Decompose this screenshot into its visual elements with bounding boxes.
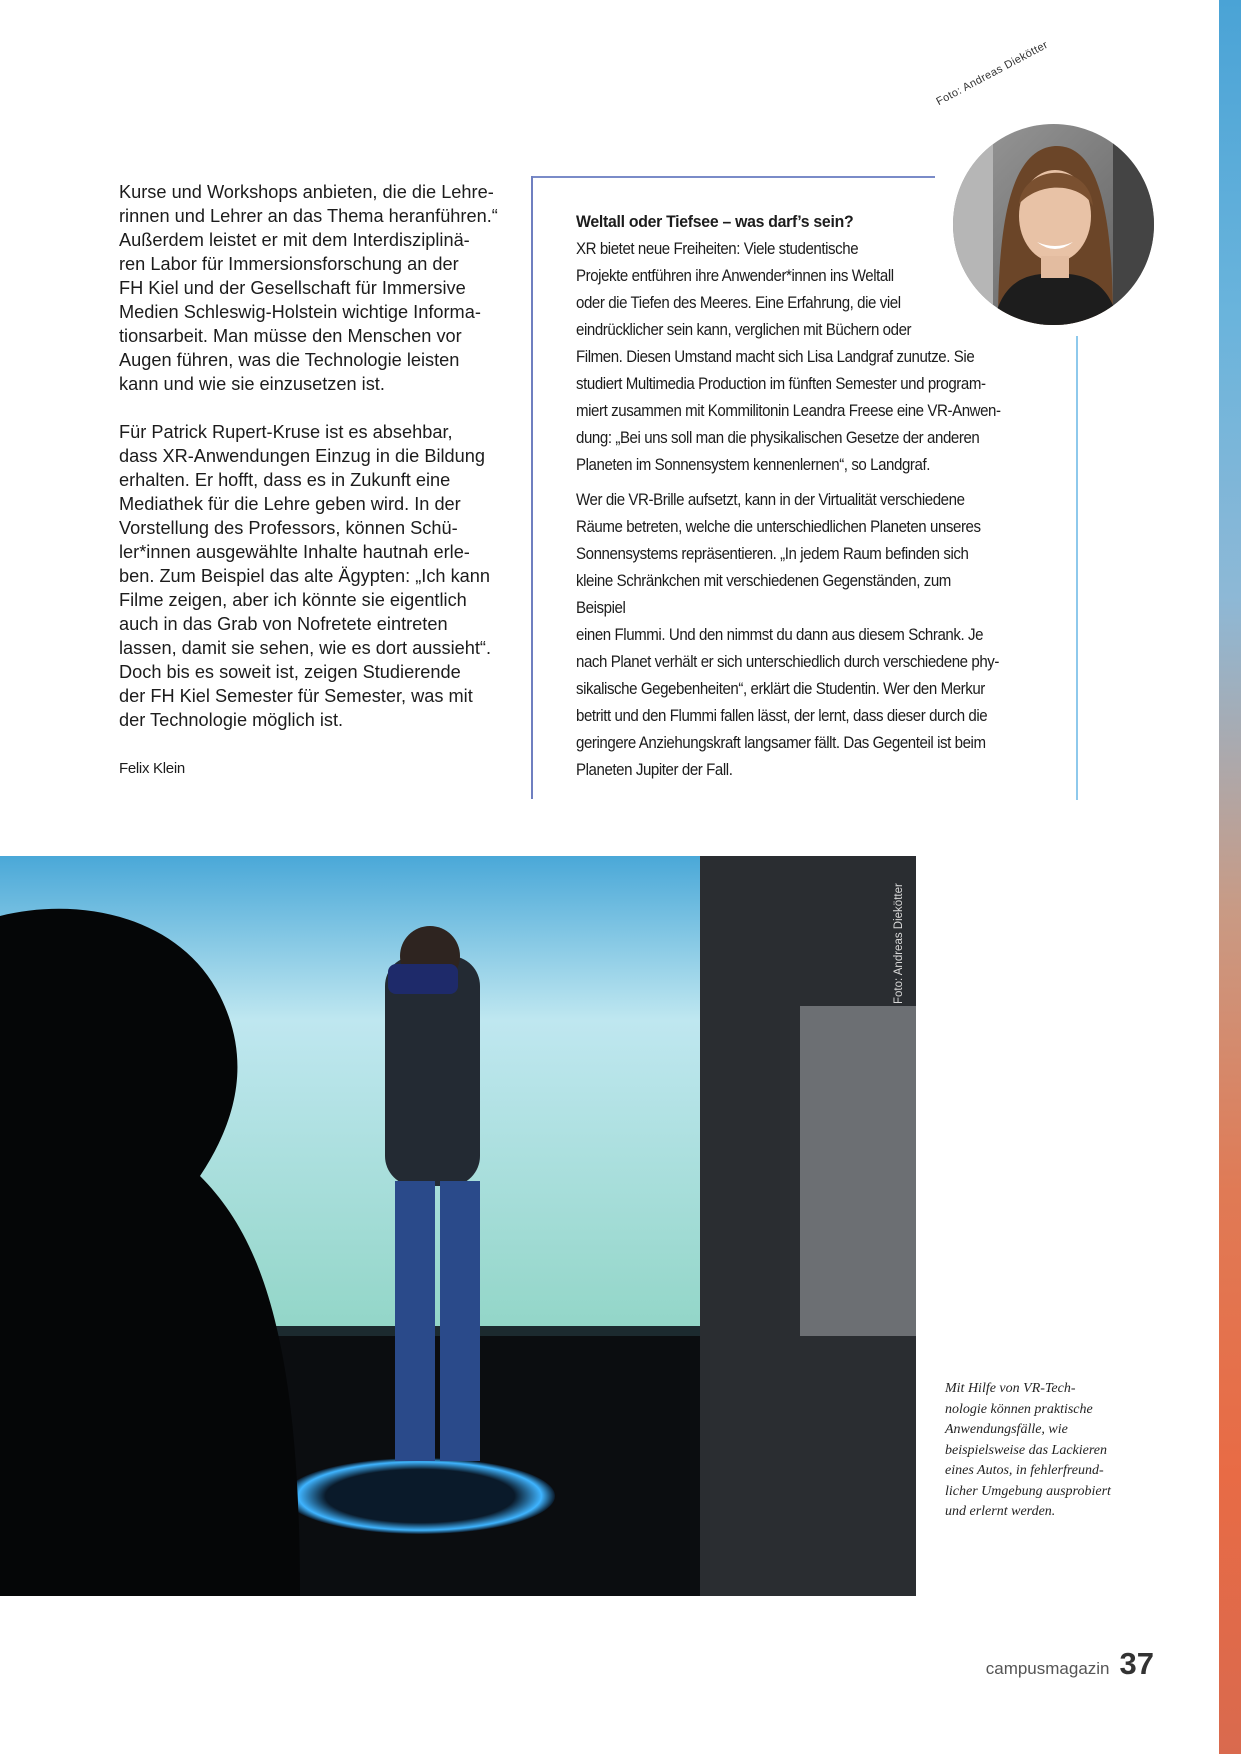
sidebar-box-text	[576, 210, 1004, 784]
photo-caption: Mit Hilfe von VR-Tech- nologie können praktische Anwendungsfälle, wie beispielsweise das Lackieren eines Autos, in fehlerfreund- licher Umgebung ausprobiert und erlernt werden.	[945, 1381, 1111, 1519]
page-number: 37	[1119, 1646, 1154, 1681]
author-name: Felix Klein	[119, 760, 185, 777]
left-paragraph-2: Für Patrick Rupert-Kruse ist es absehbar, dass XR-Anwendungen Einzug in die Bildung erhalten. Er hofft, dass es in Zukunft eine Mediathek für die Lehre geben wird. In der Vorstellung des Professors, können Schü- ler*innen ausgewählte Inhalte hautnah erle- ben. Zum Beispiel das alte Ägypten: „Ich kann Filme zeigen, aber ich könnte sie eigentlich auch in das Grab von Nofretete eintreten lassen, damit sie sehen, wie es dort aussieht“. Doch bis es soweit ist, zeigen Studierende der FH Kiel Semester für Semester, was mit der Technologie möglich ist.	[119, 422, 492, 730]
portrait-credit: Foto: Andreas Diekötter	[934, 38, 1051, 108]
photo-credit	[893, 864, 913, 1004]
portrait-photo	[953, 124, 1154, 325]
sidebar-paragraph-2: Wer die VR-Brille aufsetzt, kann in der Virtualität verschiedene Räume betreten, welche die unterschiedlichen Planeten unseres Sonnensystems repräsentieren. „In jedem Raum befinden sich kleine Schränkchen mit verschiedenen Gegenständen, zum Beispiel einen Flummi. Und den nimmst du dann aus diesem Schrank. Je nach Planet verhält er sich unterschiedlich durch verschiedene phy- sikalische Gegebenheiten“, erklärt die Studentin. Wer den Merkur betritt und den Flummi fallen lässt, der lernt, dass dieser durch die geringere Anziehungskraft langsamer fällt. Das Gegenteil ist beim Planeten Jupiter der Fall.	[576, 491, 1000, 779]
magazine-name: campusmagazin	[985, 1659, 1110, 1678]
sidebar-heading: Weltall oder Tiefsee – was darf’s sein?	[576, 212, 854, 231]
page-footer	[986, 1646, 1154, 1682]
sidebar-paragraph-1: XR bietet neue Freiheiten: Viele studentische Projekte entführen ihre Anwender*innen ins Weltall oder die Tiefen des Meeres. Eine Erfahrung, die viel eindrücklicher sein kann, verglichen mit Büchern oder Filmen. Diesen Umstand macht sich Lisa Landgraf zunutze. Sie studiert Multimedia Production im fünften Semester und program- miert zusammen mit Kommilitonin Leandra Freese eine VR-Anwen- dung: „Bei uns soll man die physikalischen Gesetze der anderen Planeten im Sonnensystem kennenlernen“, so Landgraf.	[576, 240, 1001, 474]
photo-credit-text: Foto: Andreas Diekötter	[893, 883, 905, 1004]
vr-photo	[0, 856, 916, 1596]
left-paragraph-1: Kurse und Workshops anbieten, die die Lehre- rinnen und Lehrer an das Thema heranführen.“ Außerdem leistet er mit dem Interdisziplinä- ren Labor für Immersionsforschung an der FH Kiel und der Gesellschaft für Immersive Medien Schleswig-Holstein wichtige Informa- tionsarbeit. Man müsse den Menschen vor Augen führen, was die Technologie leisten kann und wie sie einzusetzen ist.	[119, 182, 498, 394]
